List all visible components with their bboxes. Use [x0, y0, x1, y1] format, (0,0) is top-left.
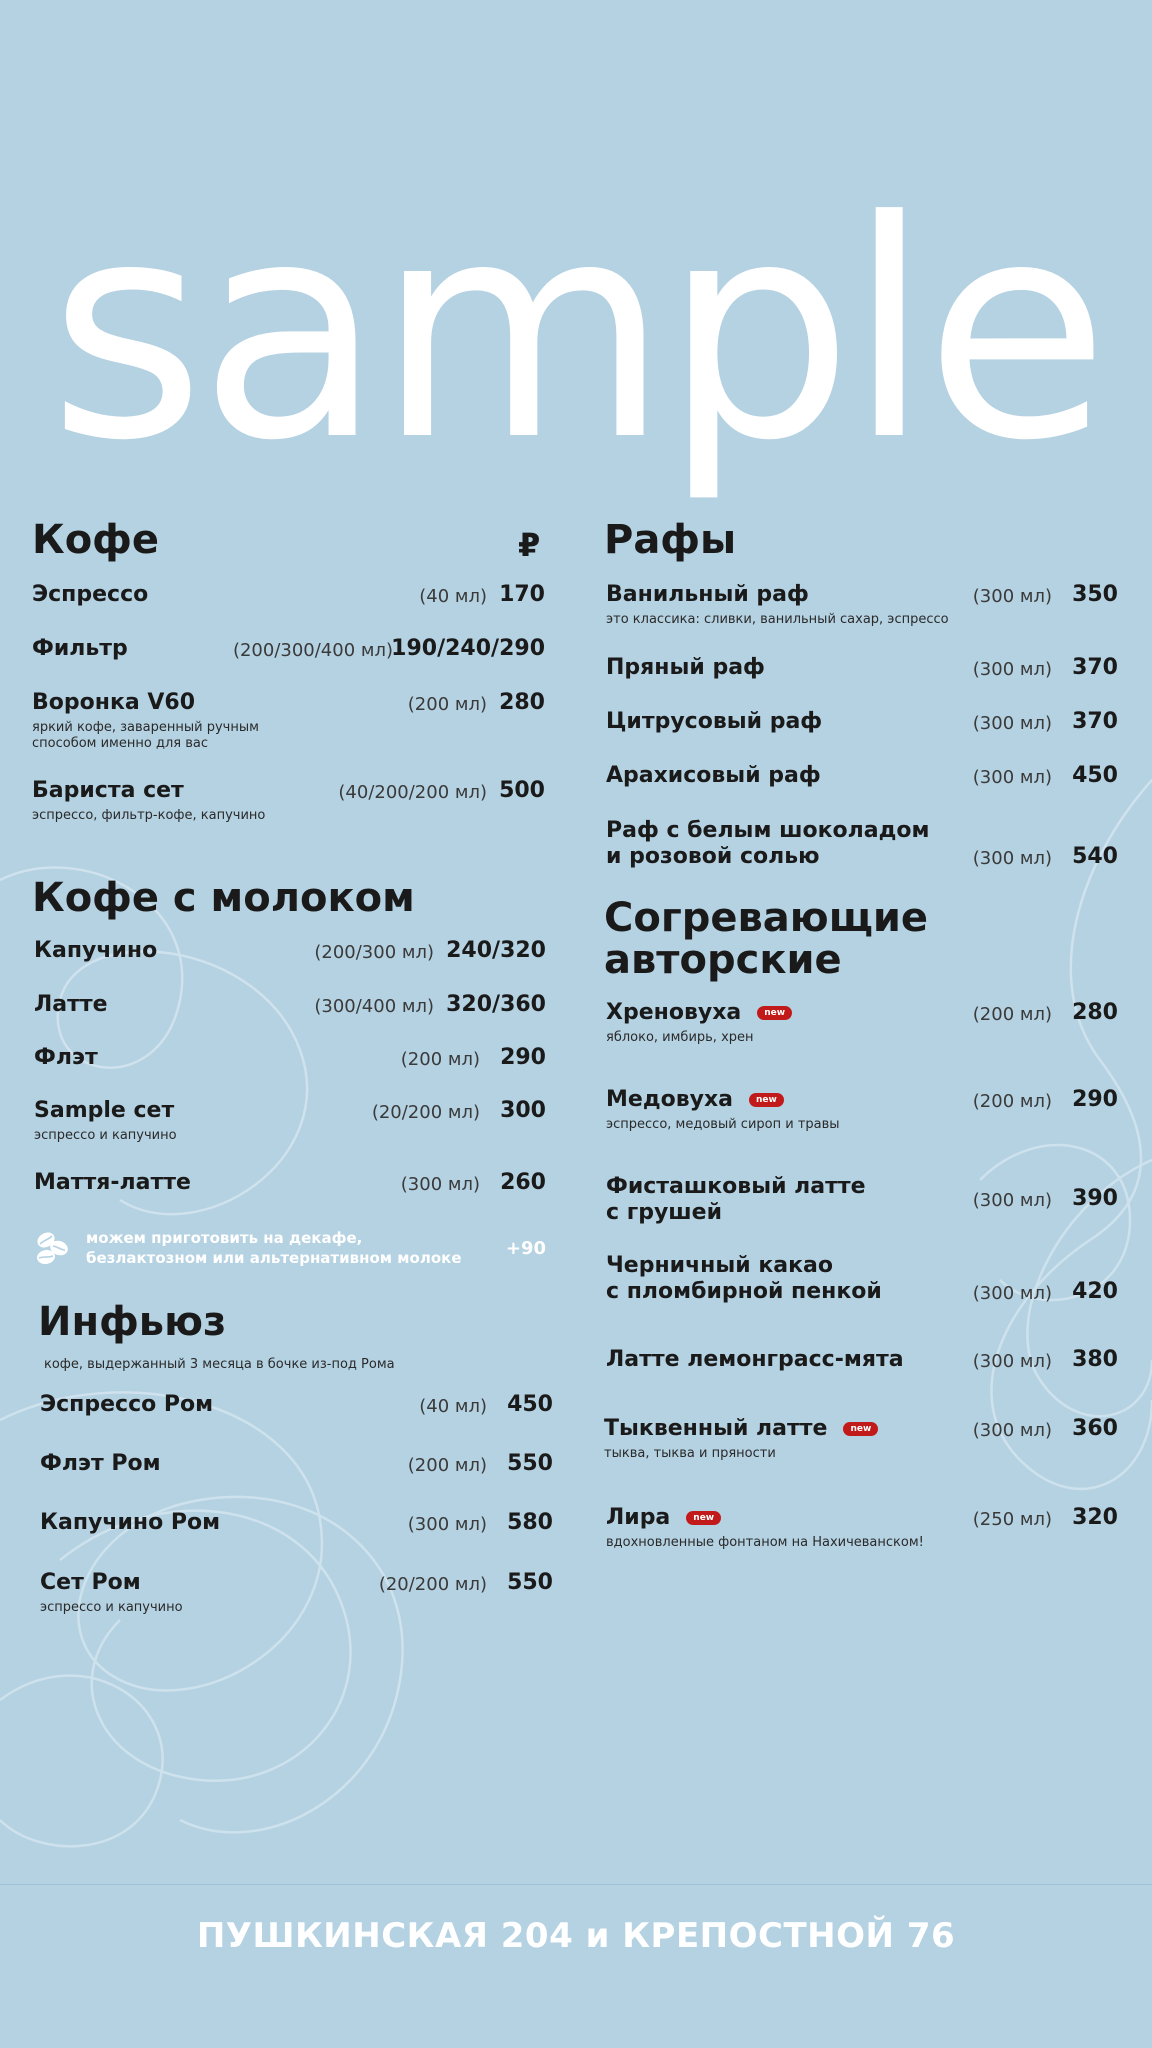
item-name: Флэт Ром: [40, 1451, 161, 1476]
item-description: вдохновленные фонтаном на Нахичеванском!: [606, 1535, 924, 1550]
item-name: Sample сет: [34, 1098, 175, 1123]
note-price: +90: [505, 1238, 546, 1259]
item-price: 380: [1072, 1347, 1118, 1372]
item-volume: (300 мл): [972, 848, 1052, 869]
coffee-beans-icon: [32, 1228, 72, 1268]
menu-item-medovukha: [606, 1087, 1118, 1137]
item-price: 290: [500, 1045, 546, 1070]
item-price: 390: [1072, 1186, 1118, 1211]
menu-item-lira: [606, 1505, 1118, 1555]
item-description: яркий кофе, заваренный ручным: [32, 720, 259, 735]
menu-item-vanilla-raf: [606, 582, 1118, 632]
logo: [0, 150, 1152, 510]
item-price: 300: [500, 1098, 546, 1123]
section-subtitle-infuse: кофе, выдержанный 3 месяца в бочке из-под Рома: [44, 1357, 395, 1372]
item-price: 170: [499, 582, 545, 607]
menu-item-spicy-raf: [606, 655, 1118, 685]
item-volume: (200 мл): [407, 1455, 487, 1476]
item-description: это классика: сливки, ванильный сахар, эспрессо: [606, 612, 949, 627]
menu-item-pumpkin-latte: [604, 1416, 1118, 1466]
menu-item-citrus-raf: [606, 709, 1118, 739]
menu-item-white-chocolate-raf: [606, 818, 1118, 874]
item-volume: (40 мл): [419, 586, 487, 607]
item-description: эспрессо, медовый сироп и травы: [606, 1117, 840, 1132]
section-title-warming-line-2: авторские: [604, 937, 842, 983]
item-name-line-2: с грушей: [606, 1200, 722, 1225]
item-price: 550: [507, 1570, 553, 1595]
footer-divider: [0, 1884, 1152, 1885]
section-title-milk-coffee: Кофе с молоком: [32, 875, 415, 921]
item-volume: (300 мл): [972, 713, 1052, 734]
menu-item-flat: [34, 1045, 546, 1075]
item-volume: (250 мл): [972, 1509, 1052, 1530]
item-price: 450: [1072, 763, 1118, 788]
item-volume: (200/300 мл): [314, 942, 434, 963]
item-name-line-2: и розовой солью: [606, 844, 820, 869]
item-name: Хреновуха new: [606, 1000, 792, 1026]
item-price: 370: [1072, 655, 1118, 680]
menu-item-khrenovukha: [606, 1000, 1118, 1050]
item-price: 420: [1072, 1279, 1118, 1304]
item-description: эспрессо, фильтр-кофе, капучино: [32, 808, 266, 823]
note-line-1: можем приготовить на декафе,: [86, 1229, 363, 1247]
item-description: яблоко, имбирь, хрен: [606, 1030, 754, 1045]
item-price: 290: [1072, 1087, 1118, 1112]
item-price: 320/360: [446, 992, 546, 1017]
item-description: тыква, тыква и пряности: [604, 1446, 776, 1461]
item-price: 580: [507, 1510, 553, 1535]
item-volume: (300 мл): [972, 659, 1052, 680]
item-price: 540: [1072, 844, 1118, 869]
item-price: 280: [499, 690, 545, 715]
menu-item-latte: [34, 992, 546, 1022]
menu-item-filter: [32, 636, 545, 666]
item-price: 190/240/290: [391, 636, 545, 661]
item-name-line-2: с пломбирной пенкой: [606, 1279, 882, 1304]
item-name: Раф с белым шоколадом: [606, 818, 930, 843]
item-name: Фисташковый латте: [606, 1174, 866, 1199]
item-name: Латте: [34, 992, 108, 1017]
item-price: 320: [1072, 1505, 1118, 1530]
item-name: Фильтр: [32, 636, 128, 661]
item-name: Эспрессо: [32, 582, 149, 607]
item-price: 350: [1072, 582, 1118, 607]
menu-item-cappuccino: [34, 938, 546, 968]
new-badge: new: [757, 1006, 792, 1020]
menu-item-lemongrass-latte: [606, 1347, 1118, 1377]
menu-item-pistachio-latte: [606, 1174, 1118, 1230]
menu-item-matcha-latte: [34, 1170, 546, 1200]
menu-item-blueberry-cocoa: [606, 1253, 1118, 1309]
item-name: Бариста сет: [32, 778, 184, 803]
new-badge: new: [686, 1511, 721, 1525]
item-description: эспрессо и капучино: [40, 1600, 183, 1615]
item-volume: (300 мл): [972, 1420, 1052, 1441]
menu-item-espresso-rum: [40, 1392, 553, 1422]
item-name: Маття-латте: [34, 1170, 191, 1195]
item-volume: (300/400 мл): [314, 996, 434, 1017]
item-price: 360: [1072, 1416, 1118, 1441]
menu-item-cappuccino-rum: [40, 1510, 553, 1540]
item-name: Цитрусовый раф: [606, 709, 823, 734]
item-name: Латте лемонграсс-мята: [606, 1347, 904, 1372]
logo-text: sample: [48, 157, 1104, 506]
item-volume: (200 мл): [972, 1004, 1052, 1025]
item-price: 450: [507, 1392, 553, 1417]
section-title-warming-line-1: Согревающие: [604, 895, 929, 941]
section-title-infuse: Инфьюз: [38, 1299, 227, 1345]
new-badge: new: [843, 1422, 878, 1436]
item-volume: (300 мл): [407, 1514, 487, 1535]
item-volume: (40 мл): [419, 1396, 487, 1417]
milk-alternatives-note: [32, 1226, 546, 1270]
item-volume: (300 мл): [972, 1190, 1052, 1211]
item-description: эспрессо и капучино: [34, 1128, 177, 1143]
menu-item-v60: [32, 690, 545, 750]
currency-symbol: ₽: [518, 526, 541, 564]
item-volume: (300 мл): [972, 1283, 1052, 1304]
item-name: Сет Ром: [40, 1570, 141, 1595]
item-price: 240/320: [446, 938, 546, 963]
item-name: Черничный какао: [606, 1253, 834, 1278]
item-volume: (200 мл): [400, 1049, 480, 1070]
item-name: Флэт: [34, 1045, 98, 1070]
item-name: Ванильный раф: [606, 582, 809, 607]
item-volume: (300 мл): [400, 1174, 480, 1195]
item-name: Пряный раф: [606, 655, 765, 680]
item-name: Капучино Ром: [40, 1510, 221, 1535]
item-price: 370: [1072, 709, 1118, 734]
item-name: Арахисовый раф: [606, 763, 821, 788]
menu-item-espresso: [32, 582, 545, 612]
menu-item-rum-set: [40, 1570, 553, 1620]
item-volume: (200/300/400 мл): [232, 640, 393, 661]
item-volume: (300 мл): [972, 586, 1052, 607]
item-volume: (20/200 мл): [378, 1574, 487, 1595]
item-volume: (300 мл): [972, 1351, 1052, 1372]
item-volume: (300 мл): [972, 767, 1052, 788]
item-name: Эспрессо Ром: [40, 1392, 214, 1417]
new-badge: new: [749, 1093, 784, 1107]
item-volume: (200 мл): [407, 694, 487, 715]
item-price: 500: [499, 778, 545, 803]
menu-item-barista-set: [32, 778, 545, 828]
item-volume: (40/200/200 мл): [338, 782, 487, 803]
item-price: 260: [500, 1170, 546, 1195]
item-name: Лира new: [606, 1505, 721, 1531]
item-name: Капучино: [34, 938, 158, 963]
item-name: Воронка V60: [32, 690, 196, 715]
item-description: способом именно для вас: [32, 736, 208, 751]
item-name: Тыквенный латте new: [604, 1416, 878, 1442]
item-price: 280: [1072, 1000, 1118, 1025]
menu-item-sample-set: [34, 1098, 546, 1148]
item-name: Медовуха new: [606, 1087, 784, 1113]
item-volume: (200 мл): [972, 1091, 1052, 1112]
note-line-2: безлактозном или альтернативном молоке: [86, 1249, 462, 1267]
menu-item-flat-rum: [40, 1451, 553, 1481]
item-price: 550: [507, 1451, 553, 1476]
section-title-coffee: Кофе: [32, 517, 159, 563]
menu-item-peanut-raf: [606, 763, 1118, 793]
footer-address: ПУШКИНСКАЯ 204 и КРЕПОСТНОЙ 76: [196, 1916, 956, 1956]
section-title-rafs: Рафы: [604, 517, 737, 563]
item-volume: (20/200 мл): [371, 1102, 480, 1123]
